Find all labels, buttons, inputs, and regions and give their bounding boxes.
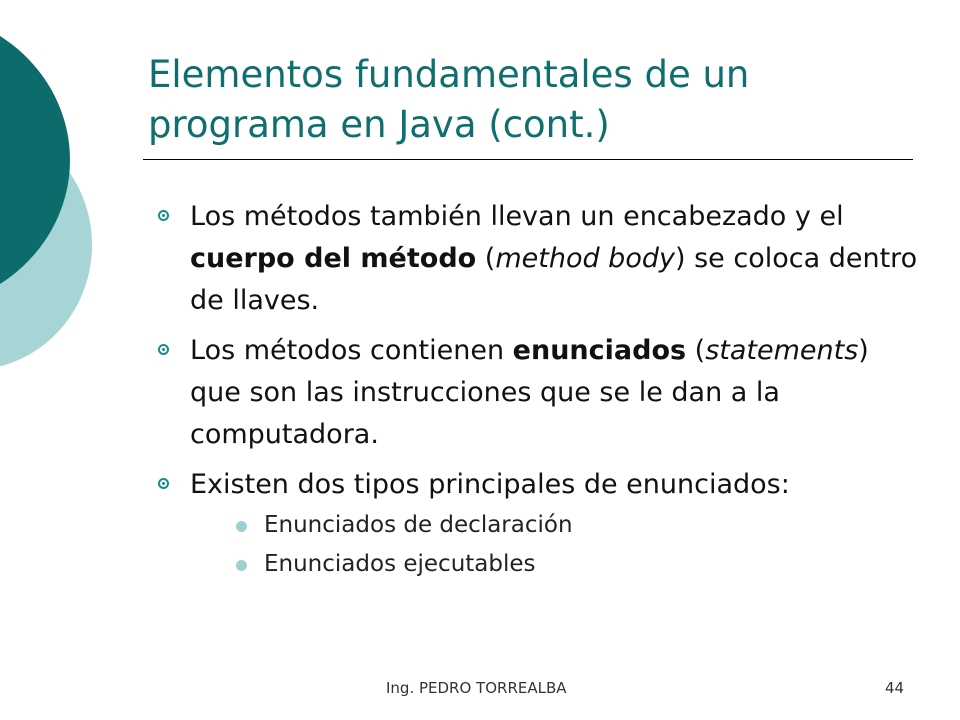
bullet-item [158,196,918,322]
bullet-item [158,464,918,584]
sub-bullet-dot-icon [236,521,247,532]
bullet-text [190,469,790,500]
title-underline [143,159,913,160]
sub-bullet-text: Enunciados ejecutables [264,551,536,577]
bullet-ring-icon [158,210,169,221]
bullet-text-part: Los métodos contienen [190,335,513,366]
bullet-text-part: ) que son las instrucciones que se le dan a la computadora. [190,335,869,450]
sub-bullet-list [190,506,918,584]
sub-bullet-item [190,506,918,545]
bullet-list [158,196,918,592]
italic-term: statements [705,335,859,366]
bullet-text-part: Los métodos también llevan un encabezado y el [190,201,844,232]
bullet-ring-icon [158,478,169,489]
sub-bullet-dot-icon [236,560,247,571]
sub-bullet-item [190,545,918,584]
footer-author: Ing. PEDRO TORREALBA [386,679,567,697]
bullet-text [190,201,917,316]
bold-term: cuerpo del método [190,243,477,274]
italic-term: method body [495,243,675,274]
slide-title: Elementos fundamentales de un programa en Java (cont.) [148,53,750,146]
bullet-text-part: ) se coloca dentro de llaves. [190,243,918,316]
sub-bullet-text: Enunciados de declaración [264,512,573,538]
bullet-text-part: ( [686,335,706,366]
bullet-item [158,330,918,456]
page-number: 44 [885,679,905,697]
bullet-text [190,335,869,450]
bullet-ring-icon [158,344,169,355]
bullet-text-part: ( [476,243,496,274]
bullet-text-part: Existen dos tipos principales de enunciados: [190,469,790,500]
bold-term: enunciados [512,335,687,366]
